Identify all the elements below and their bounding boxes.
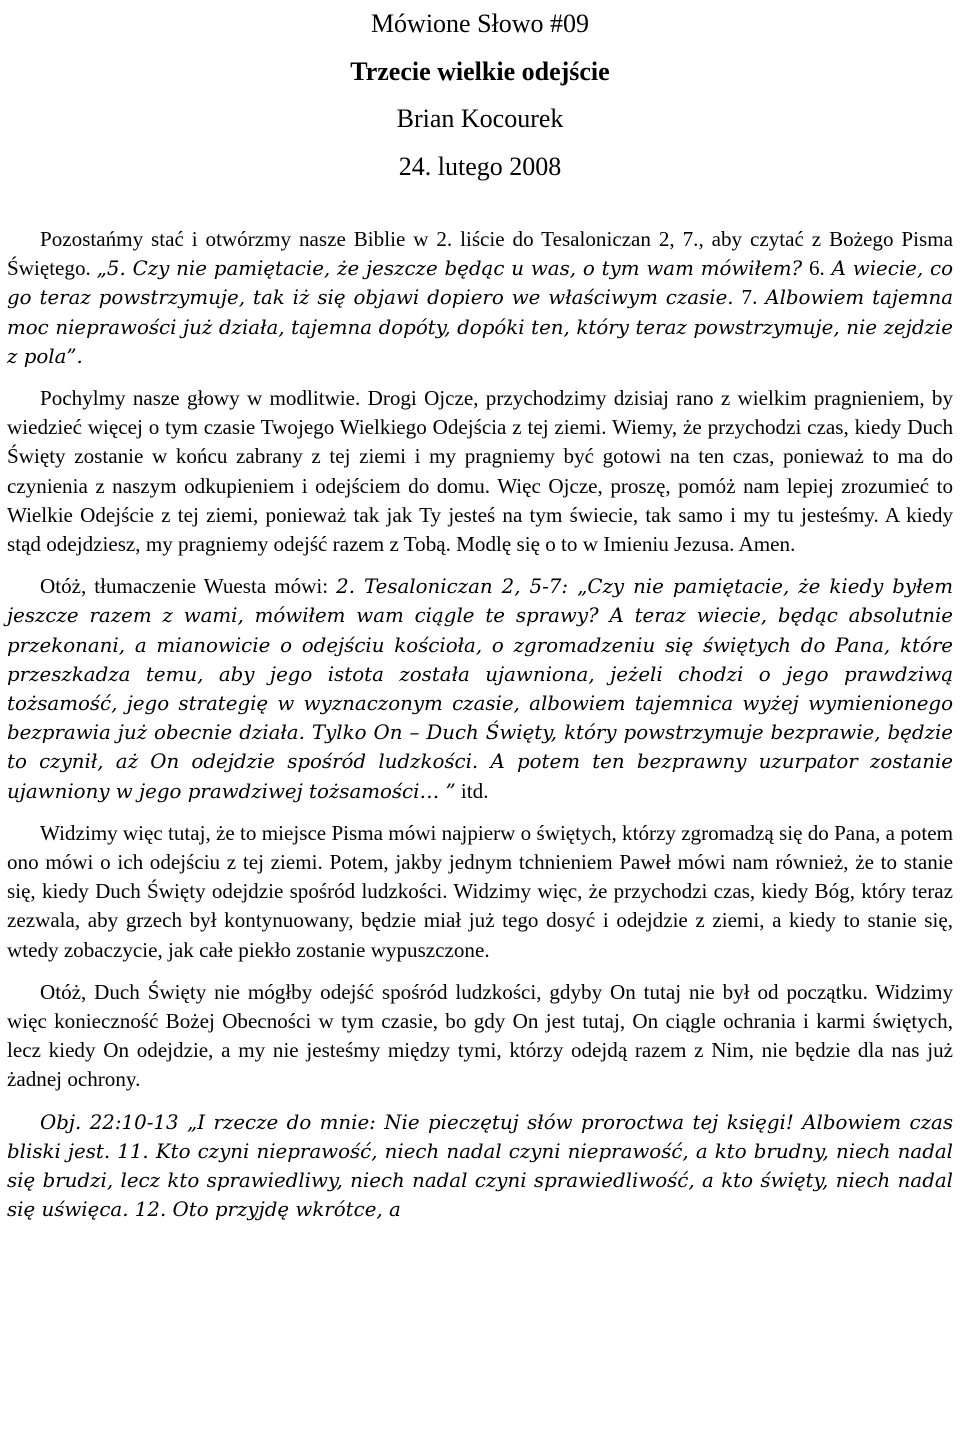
paragraph-revelation: Obj. 22:10-13 „I rzecze do mnie: Nie pieczętuj słów proroctwa tej księgi! Albowiem czas bliski jest. 11. Kto czyni nieprawość, niech nadal czyni nieprawość, a kto brudny, niech nadal się brudzi, lecz kto sprawiedliwy, niech nadal czyni sprawiedliwość, a kto święty, niech nadal się uświęca. 12. Oto przyjdę wkrótce, a <box>7 1110 953 1222</box>
paragraph-wuest: Otóż, tłumaczenie Wuesta mówi: 2. Tesaloniczan 2, 5-7: „Czy nie pamiętacie, że kiedy byłem jeszcze razem z wami, mówiłem wam ciągle te sprawy? A teraz wiecie, będąc absolutnie przekonani, a mianowicie o odejściu kościoła, o zgromadzeniu się świętych do Pana, które przeszkadza temu, aby jego istota została ujawniona, jeżeli chodzi o jego prawdziwą tożsamość, jego strategię w wyznaczonym czasie, albowiem tajemnica wyżej wymienionego bezprawia już obecnie działa. Tylko On – Duch Święty, który powstrzymuje bezprawie, będzie to czynił, aż On odejdzie spośród ludzkości. A potem ten bezprawny uzurpator zostanie ujawniony w jego prawdziwej tożsamości… ” itd. <box>7 574 953 803</box>
document-page <box>7 0 953 1238</box>
sermon-title: Trzecie wielkie odejście <box>350 56 610 86</box>
paragraph-1: Pozostańmy stać i otwórzmy nasze Biblie w 2. liście do Tesaloniczan 2, 7., aby czytać z Bożego Pisma Świętego. „5. Czy nie pamiętacie, że jeszcze będąc u was, o tym wam mówiłem? 6. A wiecie, co go teraz powstrzymuje, tak iż się objawi dopiero we właściwym czasie. 7. Albowiem tajemna moc nieprawości już działa, tajemna dopóty, dopóki ten, który teraz powstrzymuje, nie zejdzie z pola”. <box>7 227 953 368</box>
paragraph-prayer: Pochylmy nasze głowy w modlitwie. Drogi Ojcze, przychodzimy dzisiaj rano z wielkim pragnieniem, by wiedzieć więcej o tym czasie Twojego Wielkiego Odejścia z tej ziemi. Wiemy, że przychodzi czas, kiedy Duch Święty zostanie w końcu zabrany z tej ziemi i my pragniemy być gotowi na ten czas, ponieważ to ma do czynienia z naszym odkupieniem i odejściem do domu. Więc Ojcze, proszę, pomóż nam lepiej zrozumieć to Wielkie Odejście z tej ziemi, ponieważ tak jak Ty jesteś na tym świecie, tak samo i my tu jesteśmy. A kiedy stąd odejdziesz, my pragniemy odejść razem z Tobą. Modlę się o to w Imieniu Jezusa. Amen. <box>7 386 953 557</box>
document-header <box>7 0 953 190</box>
paragraph-5: Otóż, Duch Święty nie mógłby odejść spośród ludzkości, gdyby On tutaj nie był od początku. Widzimy więc konieczność Bożej Obecności w tym czasie, bo gdy On jest tutaj, On ciągle ochrania i karmi świętych, lecz kiedy On odejdzie, a my nie jesteśmy między tymi, którzy odejdą razem z Nim, nie będzie dla nas już żadnej ochrony. <box>7 979 953 1092</box>
author-name: Brian Kocourek <box>396 104 564 133</box>
sermon-date: 24. lutego 2008 <box>398 151 562 181</box>
series-title: Mówione Słowo #09 <box>370 9 590 38</box>
paragraph-4: Widzimy więc tutaj, że to miejsce Pisma mówi najpierw o świętych, którzy zgromadzą się do Pana, a potem ono mówi o ich odejściu z tej ziemi. Potem, jakby jednym tchnieniem Paweł mówi nam również, że to stanie się, kiedy Duch Święty odejdzie spośród ludzkości. Widzimy więc, że przychodzi czas, kiedy Bóg, który teraz zezwala, aby grzech był kontynuowany, będzie miał już tego dosyć i odejdzie z ziemi, a kiedy to stanie się, wtedy zobaczycie, jak całe piekło zostanie wypuszczone. <box>7 820 953 962</box>
